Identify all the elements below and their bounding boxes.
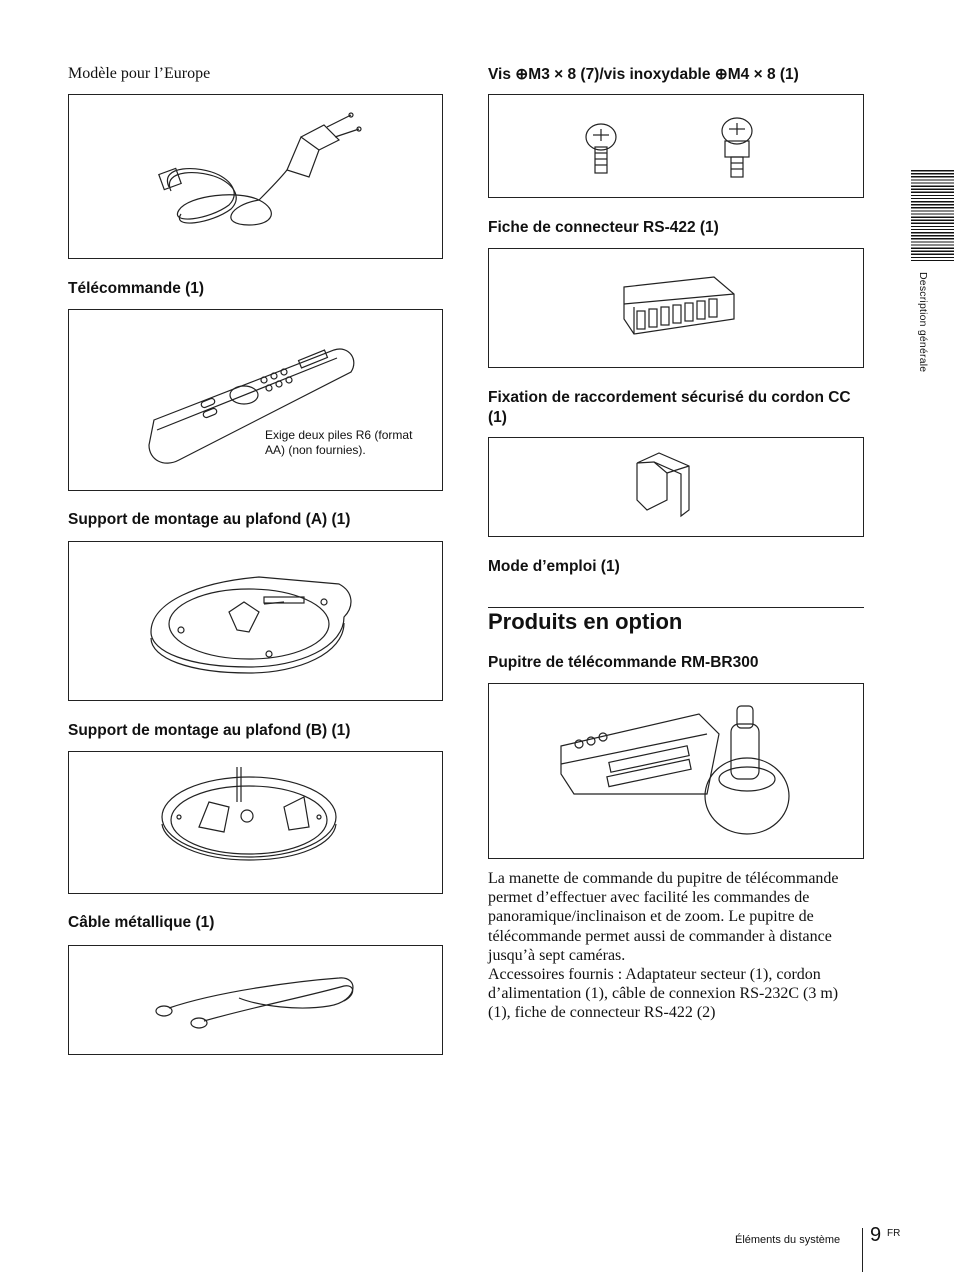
page-lang: FR — [887, 1228, 901, 1239]
rs422-illustration — [488, 248, 864, 368]
ceiling-bracket-a-icon — [69, 542, 444, 702]
ceiling-bracket-b-icon — [69, 752, 444, 895]
side-tab-marker — [911, 170, 954, 262]
joystick-controller-icon — [489, 684, 865, 860]
screws-illustration — [488, 94, 864, 198]
remote-heading: Télécommande (1) — [68, 280, 205, 297]
options-title: Produits en option — [488, 609, 683, 634]
side-tab-label: Description générale — [917, 272, 929, 373]
cable-clamp-icon — [489, 438, 865, 538]
power-cord-icon — [69, 95, 444, 260]
footer-section: Éléments du système — [735, 1234, 841, 1246]
remote-control-icon — [69, 310, 444, 492]
mount-a-heading: Support de montage au plafond (A) (1) — [68, 511, 351, 528]
page-number: 9 — [870, 1224, 882, 1246]
footer-divider — [862, 1228, 863, 1272]
rmbr300-paragraph: La manette de commande du pupitre de télécommande permet d’effectuer avec facilité les commandes de panoramique/inclinaison et de zoom. Le pupitre de télécommande permet aussi de commander à distance jusqu’à sept caméras. — [488, 870, 839, 964]
screw-icon — [489, 95, 865, 199]
section-divider — [488, 607, 864, 608]
dc-clamp-illustration — [488, 437, 864, 537]
mount-a-illustration — [68, 541, 443, 701]
mount-b-illustration — [68, 751, 443, 894]
metal-cable-icon — [69, 946, 444, 1056]
accessories-paragraph: Accessoires fournis : Adaptateur secteur (1), cordon d’alimentation (1), câble de connexion RS-232C (3 m) (1), fiche de connecteur RS-422 (2) — [488, 966, 839, 1022]
screws-heading: Vis ⊕M3 × 8 (7)/vis inoxydable ⊕M4 × 8 (1) — [488, 66, 799, 83]
rmbr300-illustration — [488, 683, 864, 859]
rmbr300-heading: Pupitre de télécommande RM-BR300 — [488, 654, 759, 671]
remote-note: Exige deux piles R6 (format AA) (non fournies). — [265, 428, 413, 457]
power-cord-illustration — [68, 94, 443, 259]
cable-heading: Câble métallique (1) — [68, 914, 215, 931]
cable-illustration — [68, 945, 443, 1055]
remote-illustration — [68, 309, 443, 491]
connector-plug-icon — [489, 249, 865, 369]
rs422-heading: Fiche de connecteur RS-422 (1) — [488, 219, 719, 236]
dc-clamp-heading: Fixation de raccordement sécurisé du cordon CC (1) — [488, 389, 851, 426]
manual-heading: Mode d’emploi (1) — [488, 558, 620, 575]
mount-b-heading: Support de montage au plafond (B) (1) — [68, 722, 351, 739]
europe-caption: Modèle pour l’Europe — [68, 65, 211, 82]
